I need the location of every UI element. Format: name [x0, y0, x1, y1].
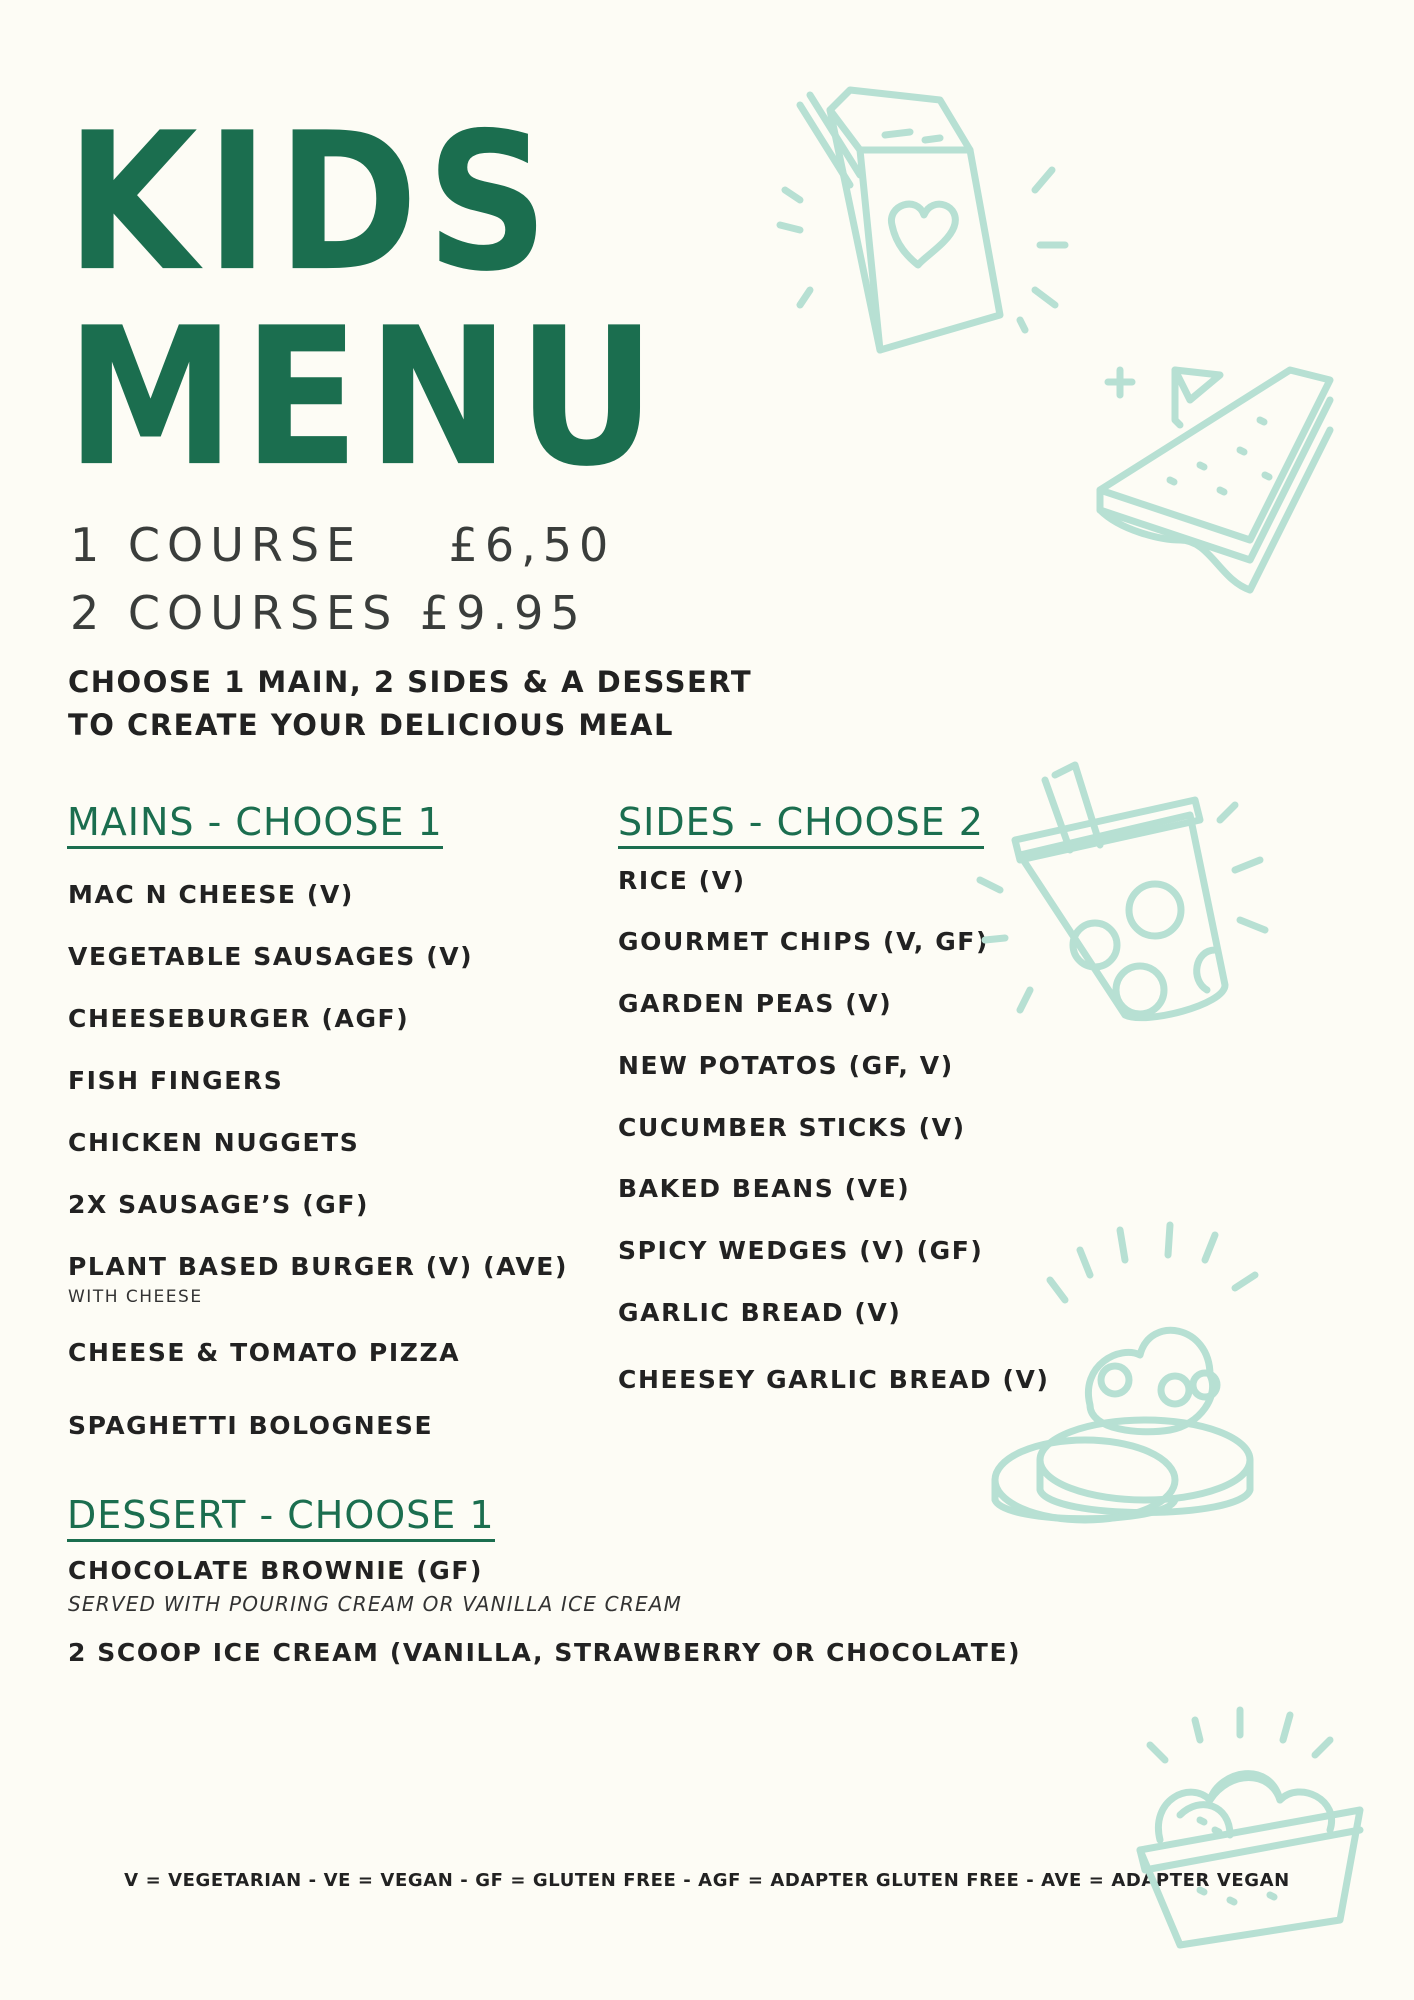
side-item: CUCUMBER STICKS (V)	[618, 1113, 966, 1142]
side-item: CHEESEY GARLIC BREAD (V)	[618, 1365, 1050, 1394]
main-item: 2X SAUSAGE’S (GF)	[68, 1190, 370, 1219]
side-item: RICE (V)	[618, 866, 746, 895]
mains-heading: MAINS - CHOOSE 1	[67, 800, 443, 849]
juice-carton-icon	[770, 80, 1080, 360]
dessert-item: 2 SCOOP ICE CREAM (VANILLA, STRAWBERRY OR CHOCOLATE)	[68, 1638, 1022, 1667]
side-item: GARDEN PEAS (V)	[618, 989, 893, 1018]
brownie-note: SERVED WITH POURING CREAM OR VANILLA ICE CREAM	[68, 1592, 683, 1616]
side-item: GOURMET CHIPS (V, GF)	[618, 927, 990, 956]
dessert-item: CHOCOLATE BROWNIE (GF)	[68, 1556, 484, 1585]
title-kids: KIDS	[66, 92, 557, 315]
side-item: BAKED BEANS (VE)	[618, 1174, 911, 1203]
main-item: PLANT BASED BURGER (V) (AVE)	[68, 1252, 569, 1281]
side-item: SPICY WEDGES (V) (GF)	[618, 1236, 984, 1265]
sides-heading: SIDES - CHOOSE 2	[618, 800, 984, 849]
food-basket-icon	[1120, 1700, 1380, 1960]
main-item: FISH FINGERS	[68, 1066, 284, 1095]
title-menu: MENU	[66, 287, 664, 510]
main-item: MAC N CHEESE (V)	[68, 880, 354, 909]
burger-note: WITH CHEESE	[68, 1287, 203, 1307]
main-item: VEGETABLE SAUSAGES (V)	[68, 942, 474, 971]
tagline-line1: CHOOSE 1 MAIN, 2 SIDES & A DESSERT	[68, 665, 753, 699]
side-item: NEW POTATOS (GF, V)	[618, 1051, 954, 1080]
main-item: CHEESE & TOMATO PIZZA	[68, 1338, 461, 1367]
side-item: GARLIC BREAD (V)	[618, 1298, 902, 1327]
price-two-courses: 2 COURSES £9.95	[70, 586, 587, 640]
price-one-course: 1 COURSE £6,50	[70, 518, 616, 572]
pancakes-icon	[975, 1220, 1315, 1560]
tagline-line2: TO CREATE YOUR DELICIOUS MEAL	[68, 708, 674, 742]
drink-cup-icon	[970, 760, 1270, 1060]
dessert-heading: DESSERT - CHOOSE 1	[67, 1493, 495, 1542]
main-item: CHICKEN NUGGETS	[68, 1128, 360, 1157]
sandwich-icon	[1080, 350, 1350, 600]
main-item: CHEESEBURGER (AGF)	[68, 1004, 410, 1033]
main-item: SPAGHETTI BOLOGNESE	[68, 1411, 434, 1440]
dietary-legend: V = VEGETARIAN - VE = VEGAN - GF = GLUTEN FREE - AGF = ADAPTER GLUTEN FREE - AVE = ADAPTER VEGAN	[124, 1870, 1290, 1891]
